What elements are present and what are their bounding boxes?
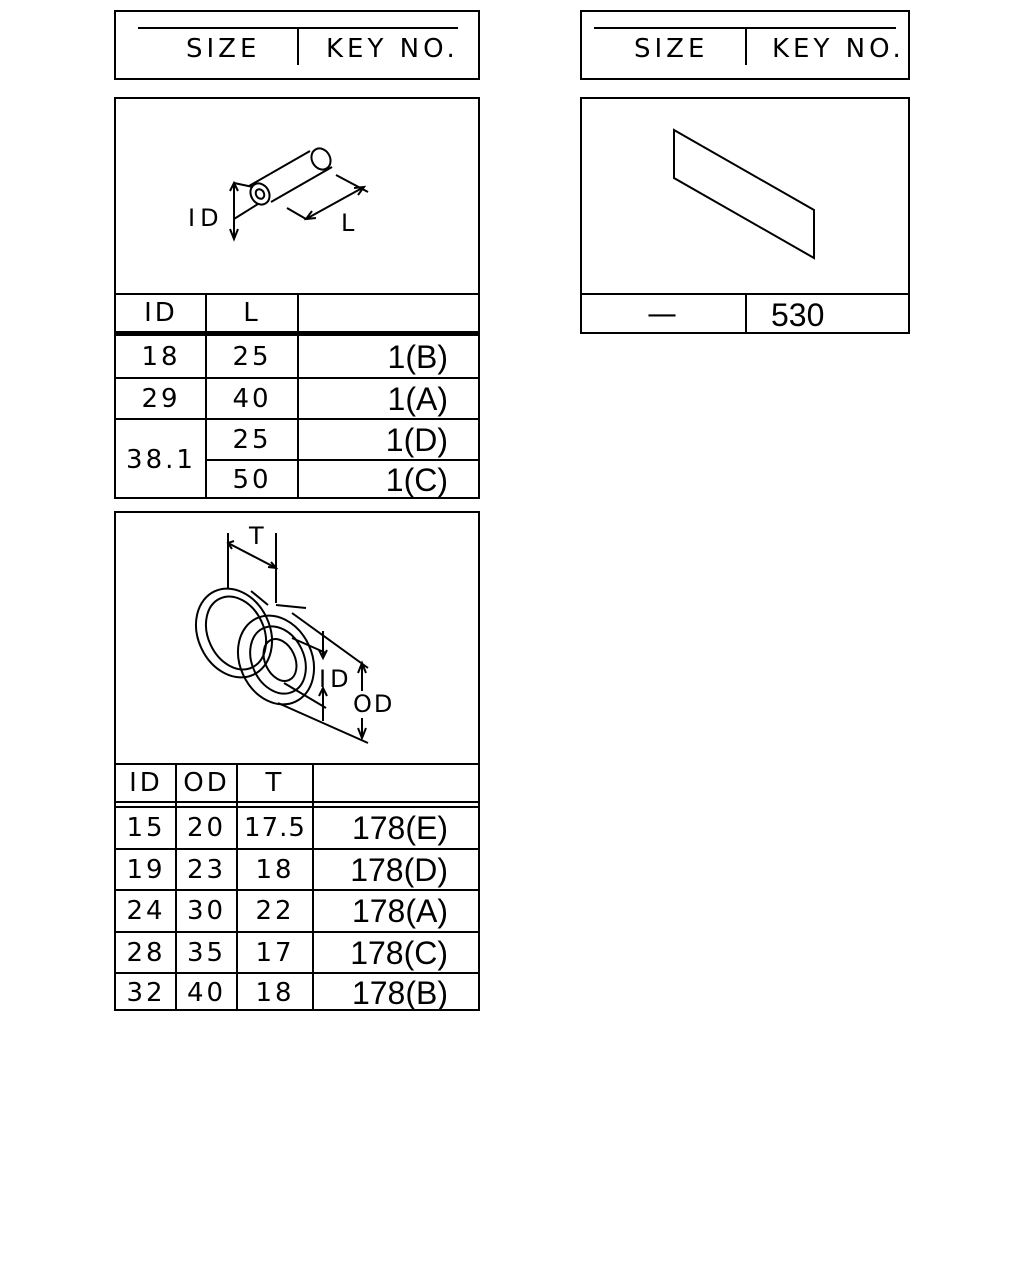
fig-label-t: T [249,522,268,550]
tube-row-3-l: 25 [232,424,272,455]
tube-row-3-id: 38.1 [126,444,196,475]
fig-label-id: ID [188,204,224,232]
tube-figure [116,99,478,293]
key-no-label: KEY NO. [326,34,459,64]
fig-label-od: OD [353,690,395,718]
sheet-table [582,293,908,334]
grommet-row-5-key: 178(B) [351,974,448,1011]
header-separator [745,29,747,65]
tube-table [116,293,478,499]
grommet-row-3-od: 30 [186,896,227,926]
grommet-row-2-od: 23 [186,854,227,885]
col-header-t: T [265,768,285,798]
grommet-row-5-id: 32 [126,977,166,1008]
grommet-row-4-key: 178(C) [350,934,448,971]
size-label: SIZE [186,34,261,64]
grommet-row-3-key: 178(A) [351,893,448,929]
size-label: SIZE [634,34,709,64]
col-header-id: ID [129,768,163,798]
grommet-row-1-id: 15 [126,813,166,843]
tube-part-panel [114,97,480,499]
sheet-part-panel [580,97,910,334]
grommet-row-5-od: 40 [186,977,227,1008]
col-header-l: L [243,298,261,328]
col-header-key [313,765,478,801]
left-header [114,10,480,80]
fig-label-id: ID [319,665,353,693]
key-no-label: KEY NO. [772,34,905,64]
header-separator [297,29,299,65]
grommet-row-5-t: 18 [255,977,295,1008]
col-header-od: OD [183,768,230,798]
tube-row-2-id: 29 [141,383,181,414]
tube-row-1-key: 1(B) [387,338,448,375]
grommet-row-1-od: 20 [186,813,227,843]
col-separator [297,295,299,499]
sheet-size: — [647,296,680,332]
fig-label-l: L [341,209,359,237]
grommet-row-3-id: 24 [126,896,166,926]
header-double-rule [116,801,478,803]
col-header-id: ID [144,298,178,328]
grommet-row-4-od: 35 [186,937,227,968]
sheet-key: 530 [771,296,825,333]
tube-row-4-key: 1(C) [385,462,448,498]
col-separator [236,765,238,1011]
grommet-row-2-id: 19 [126,854,166,885]
grommet-table [116,763,478,1011]
col-separator [205,295,207,499]
tube-row-2-l: 40 [232,383,272,414]
tube-row-2-key: 1(A) [387,380,448,417]
grommet-row-3-t: 22 [255,896,295,926]
col-header-key [298,295,478,331]
sheet-figure [582,99,908,293]
grommet-row-1-t: 17.5 [244,813,306,843]
tube-row-1-l: 25 [232,341,272,372]
grommet-row-4-t: 17 [255,937,295,968]
grommet-figure [116,513,478,763]
grommet-row-2-key: 178(D) [350,851,448,888]
col-separator [175,765,177,1011]
grommet-row-4-id: 28 [126,937,166,968]
tube-row-4-l: 50 [232,465,272,495]
grommet-part-panel [114,511,480,1011]
grommet-row-2-t: 18 [255,854,295,885]
right-header [580,10,910,80]
col-separator [312,765,314,1011]
grommet-row-1-key: 178(E) [351,810,448,846]
tube-row-1-id: 18 [141,341,181,372]
tube-row-3-key: 1(D) [385,421,448,458]
